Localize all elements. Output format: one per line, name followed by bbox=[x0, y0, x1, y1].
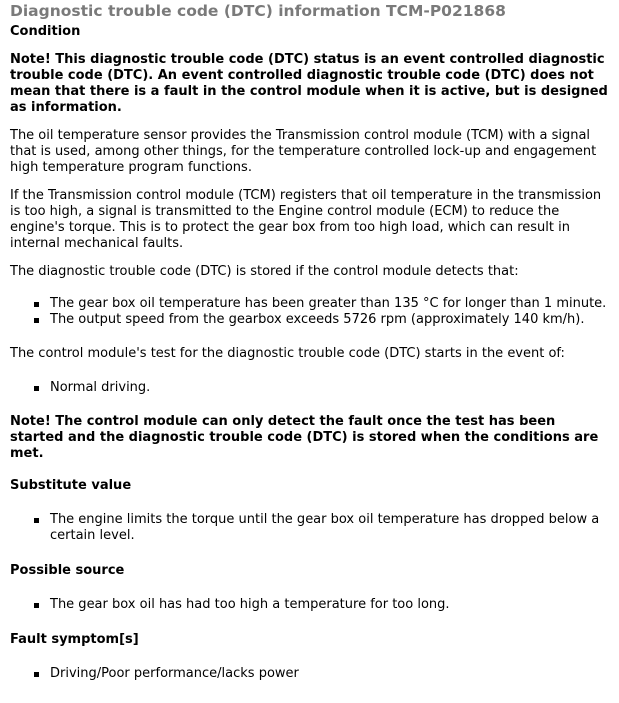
list-item: The gear box oil temperature has been greater than 135 °C for longer than 1 minute. bbox=[10, 296, 609, 312]
fault-symptom-heading: Fault symptom[s] bbox=[10, 632, 139, 647]
condition-heading: Condition bbox=[10, 24, 81, 39]
paragraph-test-starts: The control module's test for the diagnostic trouble code (DTC) starts in the event of: bbox=[10, 346, 565, 361]
stored-conditions-list bbox=[10, 296, 609, 328]
test-events-list bbox=[10, 380, 609, 396]
list-item: Normal driving. bbox=[10, 380, 609, 396]
list-item: The gear box oil has had too high a temperature for too long. bbox=[10, 597, 609, 613]
note-fault-detection: Note! The control module can only detect the fault once the test has been started and the diagnostic trouble code (DTC) is stored when the conditions are met. bbox=[10, 414, 599, 461]
fault-symptom-list bbox=[10, 666, 609, 682]
list-item: The engine limits the torque until the gear box oil temperature has dropped below a certain level. bbox=[10, 512, 609, 544]
substitute-value-list bbox=[10, 512, 609, 544]
list-item: The output speed from the gearbox exceeds 5726 rpm (approximately 140 km/h). bbox=[10, 312, 609, 328]
page-title: Diagnostic trouble code (DTC) information TCM-P021868 bbox=[10, 2, 506, 20]
paragraph-stored-if: The diagnostic trouble code (DTC) is stored if the control module detects that: bbox=[10, 264, 519, 279]
list-item: Driving/Poor performance/lacks power bbox=[10, 666, 609, 682]
possible-source-heading: Possible source bbox=[10, 563, 125, 578]
possible-source-list bbox=[10, 597, 609, 613]
paragraph-oil-sensor: The oil temperature sensor provides the Transmission control module (TCM) with a signal that is used, among other things, for the temperature controlled lock-up and engagement high temperature program functions. bbox=[10, 128, 597, 175]
note-event-controlled: Note! This diagnostic trouble code (DTC) status is an event controlled diagnostic trouble code (DTC). An event controlled diagnostic trouble code (DTC) does not mean that there is a fault in the control module when it is active, but is designed as information. bbox=[10, 52, 608, 115]
paragraph-oil-too-high: If the Transmission control module (TCM) registers that oil temperature in the transmission is too high, a signal is transmitted to the Engine control module (ECM) to reduce the engine's torque. This is to protect the gear box from too high load, which can result in internal mechanical faults. bbox=[10, 188, 602, 251]
substitute-value-heading: Substitute value bbox=[10, 478, 132, 493]
